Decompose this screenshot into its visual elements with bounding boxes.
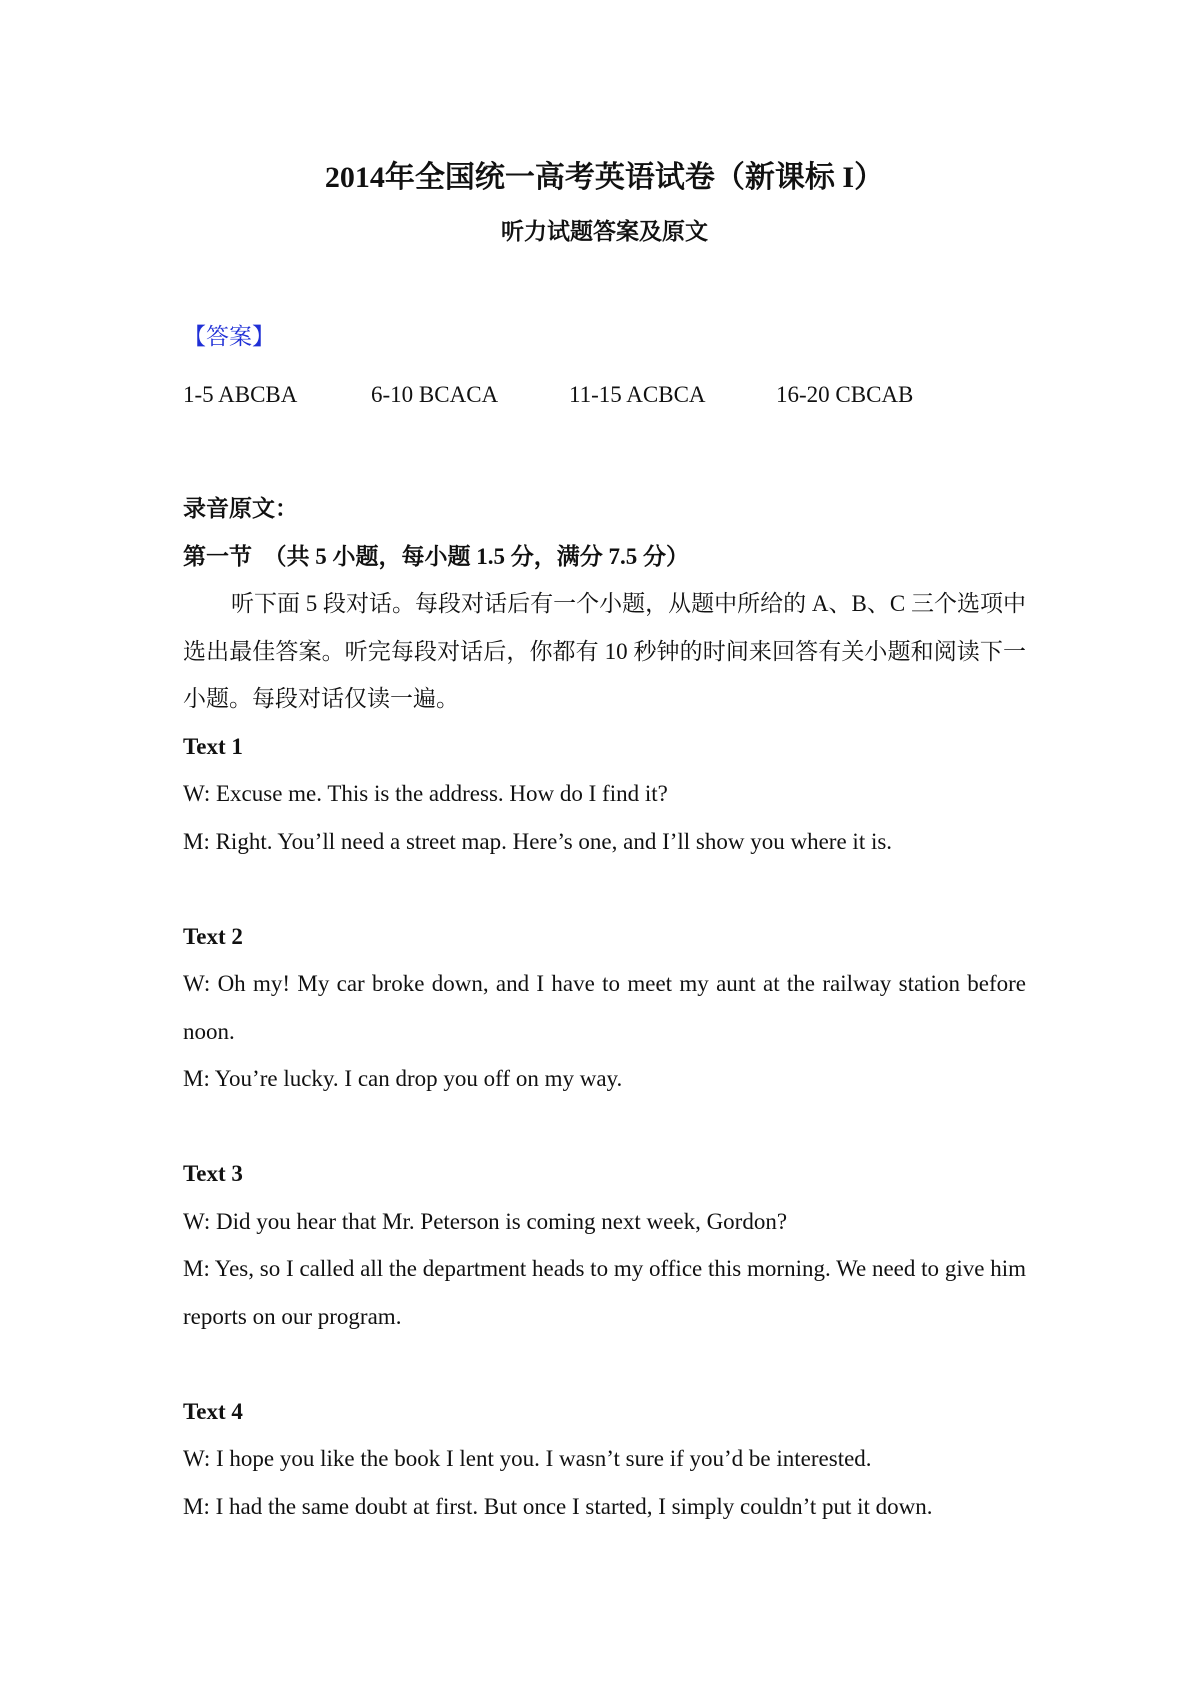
answer-group-1: 1-5 ABCBA — [183, 382, 298, 407]
document-subtitle: 听力试题答案及原文 — [501, 219, 708, 244]
text-4-line-1: W: I hope you like the book I lent you. I wasn’t sure if you’d be interested. — [183, 1446, 872, 1471]
answer-key-row — [183, 380, 1026, 410]
text-3-heading: Text 3 — [183, 1161, 243, 1186]
instructions-paragraph: 听下面 5 段对话。每段对话后有一个小题，从题中所给的 A、B、C 三个选项中选出最佳答案。听完每段对话后，你都有 10 秒钟的时间来回答有关小题和阅读下一小题。每段对话仅读一遍。 — [183, 591, 1026, 711]
transcript-body — [183, 485, 1026, 1530]
answer-label: 【答案】 — [183, 324, 275, 349]
section-heading: 第一节 （共 5 小题，每小题 1.5 分，满分 7.5 分） — [183, 543, 689, 569]
text-1-heading: Text 1 — [183, 733, 243, 759]
text-2-line-1: W: Oh my! My car broke down, and I have to meet my aunt at the railway station before noon. — [183, 971, 1026, 1044]
text-4-heading: Text 4 — [183, 1398, 243, 1424]
text-2-line-2: M: You’re lucky. I can drop you off on my way. — [183, 1066, 623, 1091]
text-2-heading: Text 2 — [183, 923, 243, 949]
spacer — [183, 1103, 1026, 1151]
spacer — [183, 865, 1026, 913]
spacer — [183, 1340, 1026, 1388]
answer-group-2: 6-10 BCACA — [371, 382, 499, 407]
answer-group-3: 11-15 ACBCA — [569, 382, 706, 407]
text-1-line-1: W: Excuse me. This is the address. How do I find it? — [183, 781, 668, 806]
document-title: 2014年全国统一高考英语试卷（新课标 I） — [324, 161, 885, 194]
text-4-line-2: M: I had the same doubt at first. But once I started, I simply couldn’t put it down. — [183, 1493, 933, 1519]
text-3-line-2: M: Yes, so I called all the department heads to my office this morning. We need to give him reports on our program. — [183, 1256, 1026, 1329]
transcript-heading: 录音原文： — [183, 496, 298, 521]
text-3-line-1: W: Did you hear that Mr. Peterson is coming next week, Gordon? — [183, 1208, 788, 1234]
answer-group-4: 16-20 CBCAB — [776, 382, 914, 407]
text-1-line-2: M: Right. You’ll need a street map. Here’s one, and I’ll show you where it is. — [183, 828, 893, 854]
